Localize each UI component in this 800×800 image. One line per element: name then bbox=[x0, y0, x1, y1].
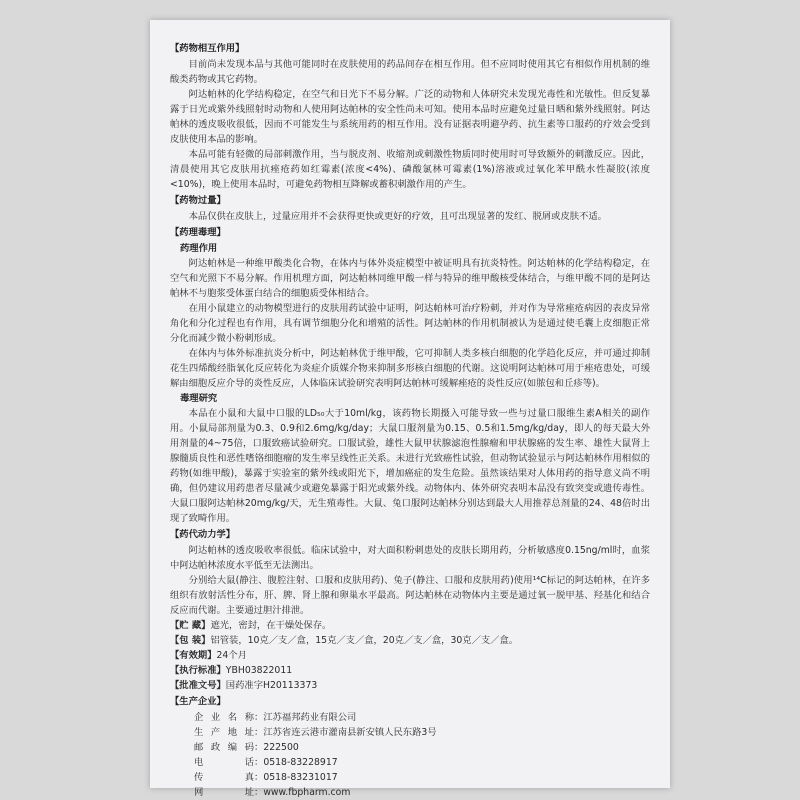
package-label: 【包 装】 bbox=[170, 635, 211, 646]
manufacturer-row: 企业名称：江苏福邦药业有限公司 bbox=[194, 712, 357, 723]
package-line bbox=[170, 633, 650, 648]
approval-value: 国药准字H20113373 bbox=[225, 680, 318, 691]
manufacturer-heading: 【生产企业】 bbox=[170, 696, 226, 707]
manufacturer-row-value: 0518-83228917 bbox=[263, 757, 338, 768]
toxicology-subheading: 毒理研究 bbox=[180, 393, 218, 404]
approval-label: 【批准文号】 bbox=[170, 680, 226, 691]
package-value: 铝管装，10克／支／盒，15克／支／盒，20克／支／盒，30克／支／盒。 bbox=[210, 635, 519, 646]
pk-paragraph: 阿达帕林的透皮吸收率很低。临床试验中，对大面积粉刺患处的皮肤长期用药，分析敏感度0.15ng/ml时，血浆中阿达帕林浓度水平低至无法测出。 bbox=[170, 545, 650, 571]
manufacturer-row: 邮政编码：222500 bbox=[194, 742, 299, 753]
manufacturer-row-label: 邮政编码 bbox=[194, 742, 254, 753]
overdose-heading: 【药物过量】 bbox=[170, 195, 226, 206]
storage-line bbox=[170, 618, 650, 633]
pharmacology-paragraph: 阿达帕林是一种维甲酸类化合物，在体内与体外炎症模型中被证明具有抗炎特性。阿达帕林的化学结构稳定，在空气和光照下不易分解。作用机理方面，阿达帕林同维甲酸一样与特异的维甲酸核受体结合，与维甲酸不同的是阿达帕林不与胞浆受体蛋白结合的细胞质受体相结合。 bbox=[170, 258, 650, 299]
manufacturer-row: 电话：0518-83228917 bbox=[194, 757, 338, 768]
manufacturer-row-label: 网址 bbox=[194, 787, 254, 798]
pharmacology-paragraph: 在体内与体外标准抗炎分析中，阿达帕林优于维甲酸，它可抑制人类多核白细胞的化学趋化反应，并可通过抑制花生四烯酸经脂氧化反应转化为炎症介质媒介物来抑制多形核白细胞的代谢。这说明阿达帕林可用于痤疮患处，可缓解由细胞反应介导的炎性反应，人体临床试验研究表明阿达帕林可缓解痤疮的炎性反应(如脓包和丘疹等)。 bbox=[170, 348, 650, 389]
pk-paragraph: 分别给大鼠(静注、腹腔注射、口服和皮肤用药)、兔子(静注、口服和皮肤用药)使用¹⁴C标记的阿达帕林，在许多组织有放射活性分布，肝、脾、肾上腺和卵巢水平最高。阿达帕林在动物体内主要是通过氧一脱甲基、羟基化和结合反应而代谢。主要通过胆汁排泄。 bbox=[170, 575, 650, 616]
validity-value: 24个月 bbox=[216, 650, 247, 661]
pharmacology-paragraph: 在用小鼠建立的动物模型进行的皮肤用药试验中证明，阿达帕林可治疗粉刺，并对作为导常痤疮病因的表皮异常角化和分化过程也有作用，具有调节细胞分化和增殖的活性。阿达帕林的作用机制被认为是通过使毛囊上皮细胞正常分化而减少微小粉刺形成。 bbox=[170, 303, 650, 344]
manufacturer-row-value: 0518-83231017 bbox=[263, 772, 338, 783]
interactions-paragraph: 阿达帕林的化学结构稳定，在空气和日光下不易分解。广泛的动物和人体研究未发现光毒性和光敏性。但反复暴露于日光或紫外线照射时动物和人使用阿达帕林的安全性尚未可知。使用本品时应避免过量日晒和紫外线照射。阿达帕林的透皮吸收很低，因而不可能发生与系统用药的相互作用。没有证据表明避孕药、抗生素等口服药的疗效会受到皮肤使用本品的影响。 bbox=[170, 89, 650, 145]
manufacturer-row: 网址：www.fbpharm.com bbox=[194, 787, 351, 798]
manufacturer-row: 传真：0518-83231017 bbox=[194, 772, 338, 783]
manufacturer-row: 生产地址：江苏省连云港市灌南县新安镇人民东路3号 bbox=[194, 727, 437, 738]
manufacturer-row-label: 传真 bbox=[194, 772, 254, 783]
validity-label: 【有效期】 bbox=[170, 650, 217, 661]
manufacturer-row-value: 222500 bbox=[263, 742, 299, 753]
storage-value: 遮光，密封，在干燥处保存。 bbox=[210, 620, 332, 631]
storage-label: 【贮 藏】 bbox=[170, 620, 211, 631]
manufacturer-row-label: 电话 bbox=[194, 757, 254, 768]
approval-line bbox=[170, 678, 650, 693]
validity-line bbox=[170, 648, 650, 663]
insert-content bbox=[170, 40, 650, 800]
overdose-paragraph: 本品仅供在皮肤上，过量应用并不会获得更快或更好的疗效，且可出现显著的发红、脱屑或皮肤不适。 bbox=[188, 211, 607, 222]
standard-label: 【执行标准】 bbox=[170, 665, 226, 676]
toxicology-paragraph: 本品在小鼠和大鼠中口服的LD₅₀大于10ml/kg，该药物长期摄入可能导致一些与过量口服维生素A相关的副作用。小鼠局部剂量为0.3、0.9和2.6mg/kg/day；大鼠口服剂量为0.15、0.5和1.5mg/kg/day，即人的每天最大外用剂量的4~75倍，口服致癌试验研究。口服试验，雄性大鼠甲状腺滤泡性腺瘤和甲状腺癌的发生率、雄性大鼠肾上腺髓质良性和恶性嗜铬细胞瘤的发生率呈线性正关系。未进行光致癌性试验，但动物试验显示与阿达帕林作用相似的药物(如维甲酸)，暴露于实验室的紫外线或阳光下，增加癌症的发生危险。虽然该结果对人体用药的指导意义尚不明确，但仍建议用药患者尽量减少或避免暴露于阳光或紫外线。动物体内、体外研究表明本品没有致突变或遗传毒性。大鼠口服阿达帕林20mg/kg/天，无生殖毒性。大鼠、兔口服阿达帕林分别达到最大人用推荐总剂量的24、48倍时出现了致畸作用。 bbox=[170, 408, 650, 524]
interactions-paragraph: 本品可能有轻微的局部刺激作用，当与脱皮剂、收缩剂或刺激性物质同时使用时可导致额外的刺激反应。因此，清晨使用其它皮肤用抗痤疮药如红霉素(浓度<4%)、磷酸氯林可霉素(1%)溶液或过氧化苯甲酰水性凝胶(浓度<10%)，晚上使用本品时，可避免药物相互降解或蓄积刺激作用的产生。 bbox=[170, 149, 650, 190]
interactions-paragraph: 目前尚未发现本品与其他可能同时在皮肤使用的药品间存在相互作用。但不应同时使用其它有相似作用机制的维酸类药物或其它药物。 bbox=[170, 59, 650, 85]
manufacturer-row-value: 江苏福邦药业有限公司 bbox=[263, 712, 357, 723]
manufacturer-row-value: www.fbpharm.com bbox=[263, 787, 351, 798]
pharmacology-subheading: 药理作用 bbox=[180, 243, 218, 254]
manufacturer-row-label: 生产地址 bbox=[194, 727, 254, 738]
pk-heading: 【药代动力学】 bbox=[170, 529, 236, 540]
manufacturer-row-value: 江苏省连云港市灌南县新安镇人民东路3号 bbox=[263, 727, 437, 738]
interactions-heading: 【药物相互作用】 bbox=[170, 43, 245, 54]
package-insert-sheet bbox=[150, 20, 670, 798]
pharmtox-heading: 【药理毒理】 bbox=[170, 227, 226, 238]
standard-line bbox=[170, 663, 650, 678]
standard-value: YBH03822011 bbox=[225, 665, 293, 676]
manufacturer-row-label: 企业名称 bbox=[194, 712, 254, 723]
